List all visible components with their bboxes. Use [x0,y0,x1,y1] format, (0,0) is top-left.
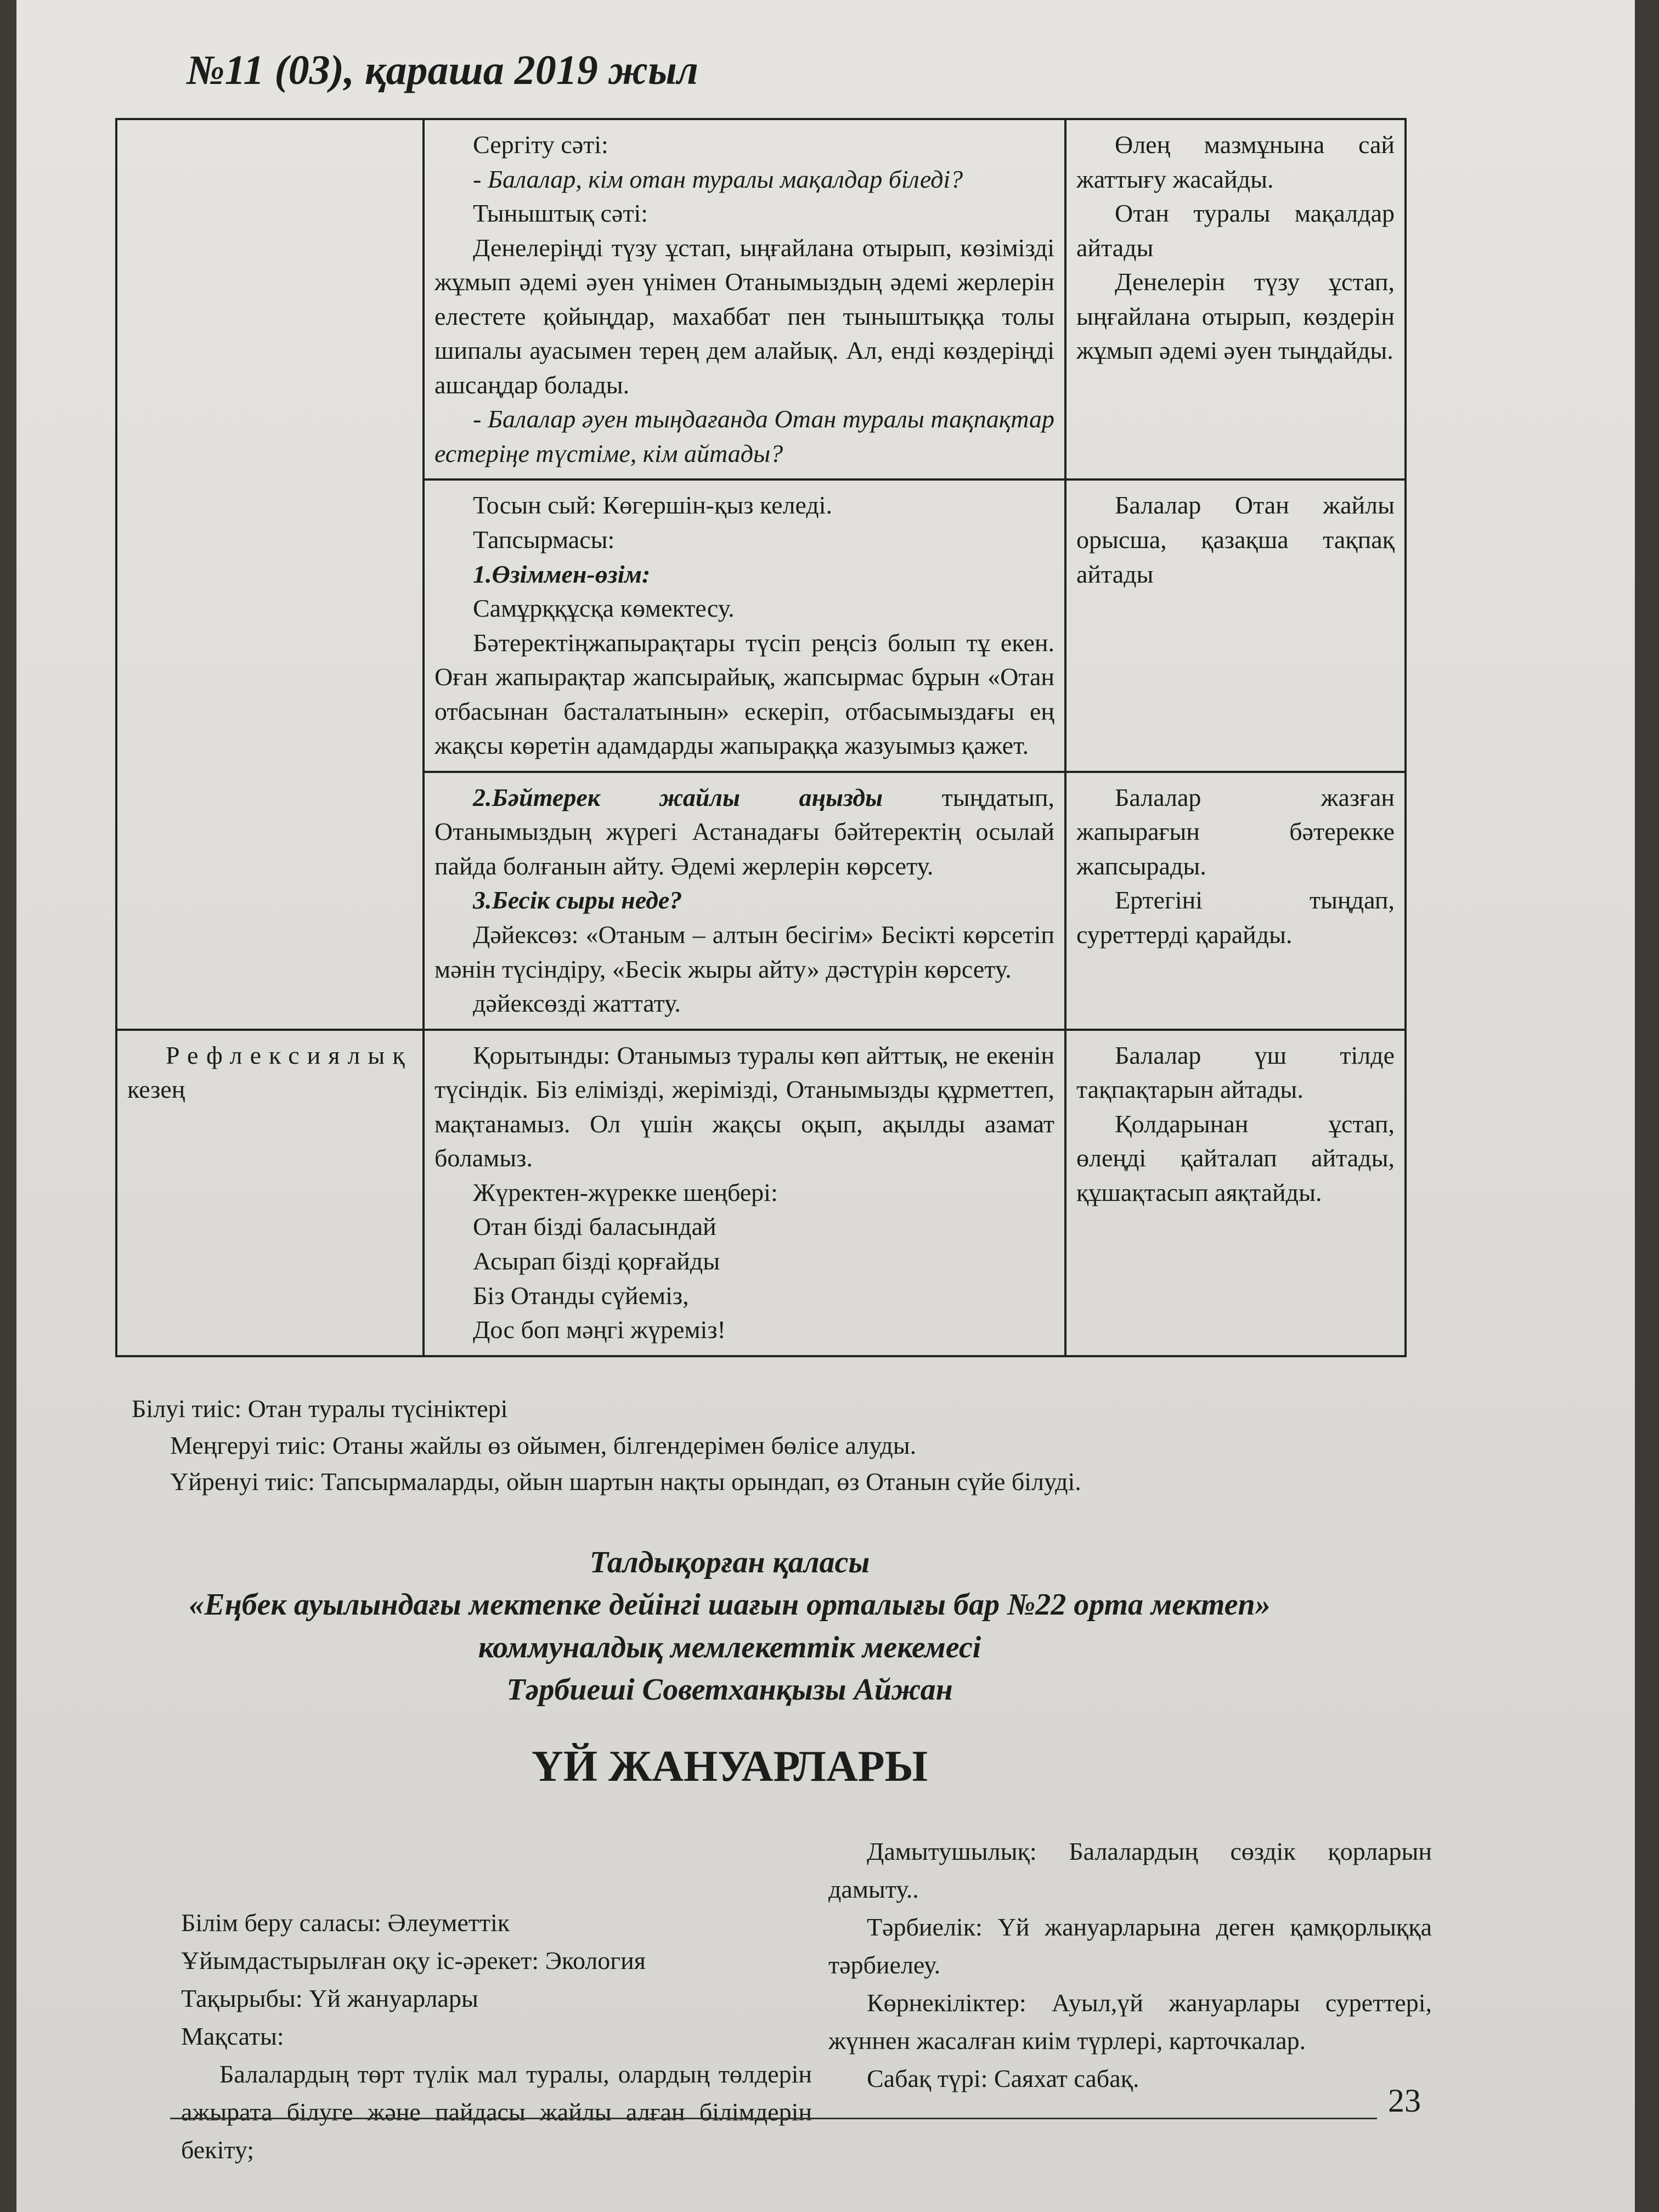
text-paragraph: Балалар үш тілде тақпақтарын айтады. [1076,1041,1395,1104]
issue-header: №11 (03), қараша 2019 жыл [187,47,698,93]
text-paragraph: Балалар жазған жапырағын бәтерекке жапсырады. [1076,783,1395,880]
text-paragraph: Дәйексөз: «Отаным – алтын бесігім» Бесікті көрсетіп мәнін түсіндіру, «Бесік жыры айту» дәстүрін көрсету. [435,921,1054,983]
outcome-line: Үйренуі тиіс: Тапсырмаларды, ойын шартын нақты орындап, өз Отанын сүйе білуді. [170,1468,1081,1496]
table-row [116,1030,1406,1356]
text-line: Сергіту сәті: [473,131,608,159]
teacher-cell [424,119,1065,479]
teacher-cell [424,479,1065,771]
text-paragraph: Қорытынды: Отанымыз туралы көп айттық, не екенін түсіндік. Біз елімізді, жерімізді, Отанымызды құрметтеп, мақтанамыз. Ол үшін жақсы оқып, ақылды азамат боламыз. [435,1041,1054,1172]
learning-outcomes [132,1391,1081,1500]
text-span: тыңдатып, Отанымыздың жүрегі Астанадағы бәйтеректің осылай пайда болғанын айту. Әдемі жерлерін көрсету. [435,783,1054,880]
bold-italic-phrase: 2.Бәйтерек жайлы аңызды [473,783,883,811]
org-line: Талдықорған қаласы [589,1545,870,1579]
stage-label: кезең [127,1075,185,1104]
article-title: ҮЙ ЖАНУАРЛАРЫ [532,1742,928,1791]
text-line: - Балалар, кім отан туралы мақалдар біледі? [473,165,963,193]
text-line: Тосын сый: Көгершін-қыз келеді. [473,491,832,520]
info-paragraph: Сабақ түрі: Саяхат сабақ. [867,2064,1139,2092]
info-paragraph: Дамытушылық: Балалардың сөздік қорларын дамыту.. [828,1837,1432,1903]
text-paragraph: Қолдарынан ұстап, өлеңді қайталап айтады, құшақтасып аяқтайды. [1076,1109,1395,1206]
info-paragraph: Тәрбиелік: Үй жануарларына деген қамқорлыққа тәрбиелеу. [828,1913,1432,1979]
info-line: Білім беру саласы: Әлеуметтік [181,1909,510,1937]
text-paragraph: - Балалар әуен тыңдағанда Отан туралы тақпақтар естеріңе түстіме, кім айтады? [435,405,1054,467]
children-cell [1065,119,1406,479]
text-line: дәйексөзді жаттату. [473,989,681,1018]
org-line: «Еңбек ауылындағы мектепке дейінгі шағын орталығы бар №22 орта мектеп» [189,1588,1271,1622]
poem-line: Асырап бізді қорғайды [473,1246,720,1275]
text-line: Тыныштық сәті: [473,199,648,228]
children-cell [1065,1030,1406,1356]
info-paragraph: Көрнекіліктер: Ауыл,үй жануарлары суреттері, жүннен жасалған киім түрлері, карточкалар. [828,1989,1432,2055]
footer-rule [170,2118,1377,2119]
stage-label: Рефлексиялық [166,1041,413,1069]
children-cell [1065,479,1406,771]
author-block [126,1542,1333,1711]
poem-line: Дос боп мәңгі жүреміз! [473,1316,726,1344]
paper-page [16,0,1635,2212]
text-paragraph: Отан туралы мақалдар айтады [1076,199,1395,262]
left-column [181,1904,812,2169]
info-line: Тақырыбы: Үй жануарлары [181,1984,478,2012]
teacher-cell [424,1030,1065,1356]
stage-cell [116,1030,424,1356]
right-column [828,1832,1432,2097]
text-paragraph: Бәтеректіңжапырақтары түсіп реңсіз болып тұ екен. Оған жапырақтар жапсырайық, жапсырмас бұрын «Отан отбасынан басталатынын» ескеріп, отбасымыздағы ең жақсы көретін адамдарды жапыраққа жазуымыз қажет. [435,628,1054,760]
lesson-plan-table [115,118,1407,1357]
info-line: Ұйымдастырылған оқу іс-әрекет: Экология [181,1946,646,1974]
teacher-cell [424,772,1065,1030]
poem-line: Біз Отанды сүйеміз, [473,1281,689,1310]
table-row [116,119,1406,479]
text-line: 1.Өзіммен-өзім: [473,560,651,588]
org-line: коммуналдық мемлекеттік мекемесі [478,1630,981,1664]
poem-line: Отан бізді баласындай [473,1212,716,1241]
text-paragraph: Денелеріңді түзу ұстап, ыңғайлана отырып, көзімізді жұмып әдемі әуен үнімен Отанымыздың әдемі жерлерін елестете қойыңдар, махаббат пен тыныштыққа толы шипалы ауасымен терең дем алайық. Ал, енді көздеріңді ашсаңдар болады. [435,233,1054,399]
children-cell [1065,772,1406,1030]
text-line: Жүректен-жүрекке шеңбері: [473,1178,778,1206]
page-number: 23 [1388,2083,1421,2119]
text-paragraph: Өлең мазмұнына сай жаттығу жасайды. [1076,131,1395,193]
text-paragraph: Денелерін түзу ұстап, ыңғайлана отырып, көздерін жұмып әдемі әуен тыңдайды. [1076,268,1395,365]
text-paragraph: Ертегіні тыңдап, суреттерді қарайды. [1076,886,1395,949]
text-line: Самұрққұсқа көмектесу. [473,594,735,623]
info-line: Мақсаты: [181,2022,284,2050]
outcome-line: Меңгеруі тиіс: Отаны жайлы өз ойымен, білгендерімен бөлісе алуды. [170,1431,917,1459]
author-name: Тәрбиеші Советханқызы Айжан [506,1672,953,1707]
text-line: Тапсырмасы: [473,526,615,554]
text-paragraph: Балалар Отан жайлы орысша, қазақша тақпақ айтады [1076,491,1395,588]
info-paragraph: Балалардың төрт түлік мал туралы, олардың төлдерін ажырата білуге және пайдасы жайлы алған білімдерін бекіту; [181,2060,812,2164]
outcome-line: Білуі тиіс: Отан туралы түсініктері [132,1395,508,1423]
text-line: 3.Бесік сыры неде? [473,886,682,915]
stage-cell [116,119,424,1030]
text-paragraph [435,781,1054,884]
